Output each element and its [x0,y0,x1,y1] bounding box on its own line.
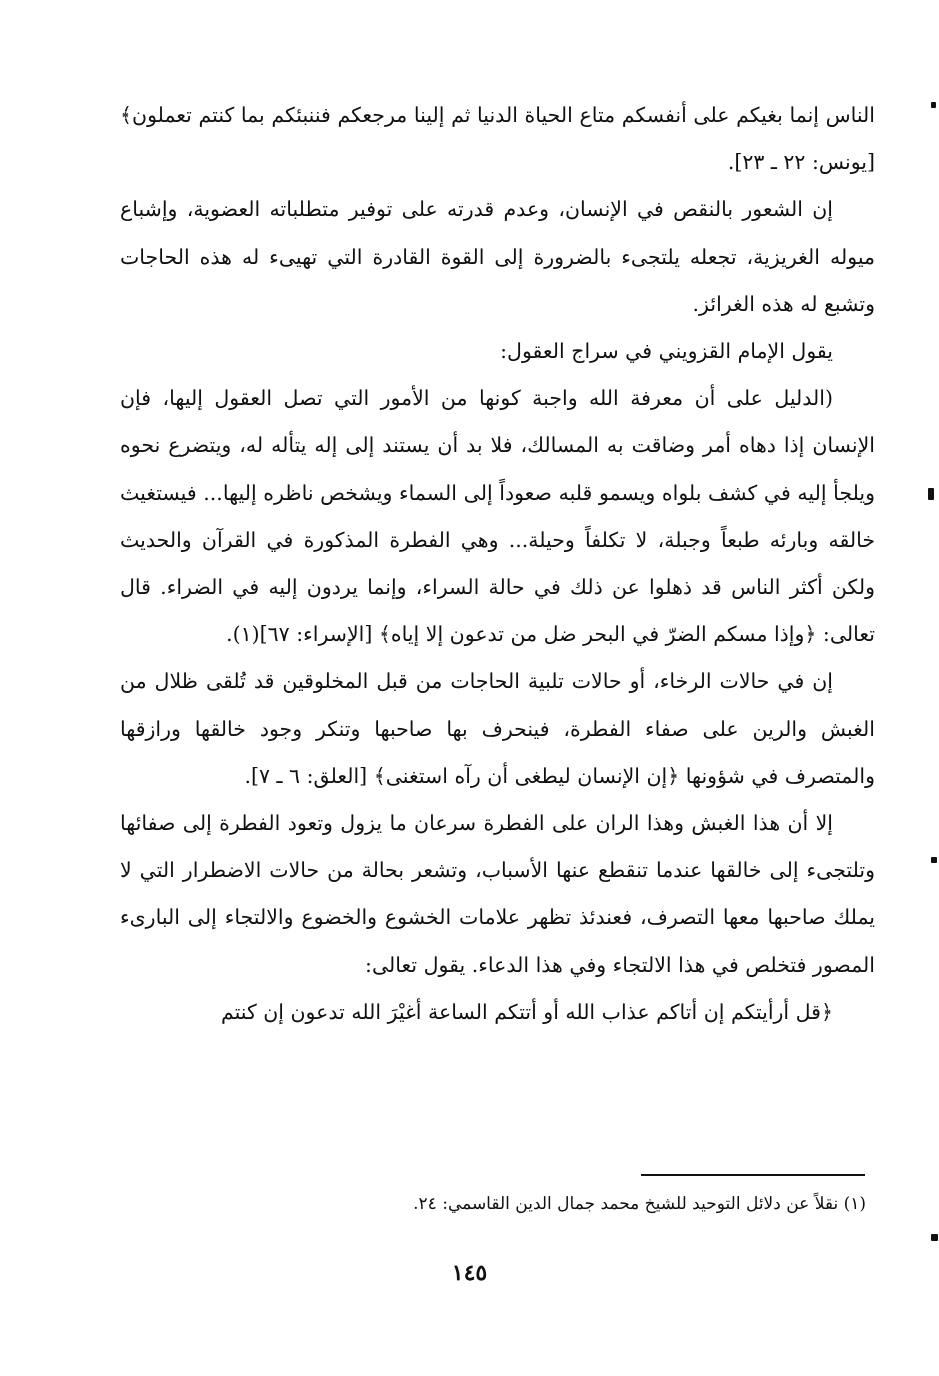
body-text [120,92,875,1036]
paragraph-quran-continuation: الناس إنما بغيكم على أنفسكم متاع الحياة الدنيا ثم إلينا مرجعكم فننبئكم بما كنتم تعملون﴾ [يونس: ٢٢ ـ ٢٣]. [120,103,875,175]
paragraph-deficiency: إن الشعور بالنقص في الإنسان، وعدم قدرته على توفير متطلباته العضوية، وإشباع ميوله الغريزية، تجعله يلتجىء بالضرورة إلى القوة القادرة التي تهيىء له هذه الحاجات وتشبع له هذه الغرائز. [120,197,875,316]
paragraph-qazwini-intro: يقول الإمام القزويني في سراج العقول: [500,339,833,364]
paragraph-quran-verse: ﴿قل أرأيتكم إن أتاكم عذاب الله أو أتتكم الساعة أغيْرَ الله تدعون إن كنتم [220,999,833,1024]
margin-mark [931,102,936,108]
margin-mark [931,857,937,863]
paragraph-return-to-fitra: إلا أن هذا الغبش وهذا الران على الفطرة سرعان ما يزول وتعود الفطرة إلى صفائها وتلتجىء إلى خالقها عندما تنقطع عنها الأسباب، وتشعر بحالة من حالات الاضطرار التي لا يملك صاحبها معها التصرف، فعندئذ تظهر علامات الخشوع والخضوع والالتجاء إلى البارىء المصور فتخلص في هذا الالتجاء وفي هذا الدعاء. يقول تعالى: [120,811,875,977]
footnote: (١) نقلاً عن دلائل التوحيد للشيخ محمد جمال الدين القاسمي: ٢٤. [413,1194,866,1214]
page-number: ١٤٥ [451,1260,488,1286]
paragraph-qazwini-quote: (الدليل على أن معرفة الله واجبة كونها من الأمور التي تصل العقول إليها، فإن الإنسان إذا دهاه أمر وضاقت به المسالك، فلا بد أن يستند إلى إله يتأله له، ويتضرع نحوه ويلجأ إليه في كشف بلواه ويسمو قلبه صعوداً إلى السماء ويشخص ناظره إليها... فيستغيث خالقه وبارئه طبعاً وجبلة، لا تكلفاً وحيلة... وهي الفطرة المذكورة في القرآن والحديث ولكن أكثر الناس قد ذهلوا عن ذلك في حالة السراء، وإنما يردون إليه في الضراء. قال تعالى: ﴿وإذا مسكم الضرّ في البحر ضل من تدعون إلا إياه﴾ [الإسراء: ٦٧](١). [120,386,875,647]
footnote-divider [641,1174,865,1176]
margin-mark [931,1234,938,1241]
paragraph-prosperity: إن في حالات الرخاء، أو حالات تلبية الحاجات من قبل المخلوقين قد تُلقى ظلال من الغبش والرين على صفاء الفطرة، فينحرف بها صاحبها وتنكر وجود خالقها ورازقها والمتصرف في شؤونها ﴿إن الإنسان ليطغى أن رآه استغنى﴾ [العلق: ٦ ـ ٧]. [120,669,875,788]
margin-mark [928,488,934,500]
